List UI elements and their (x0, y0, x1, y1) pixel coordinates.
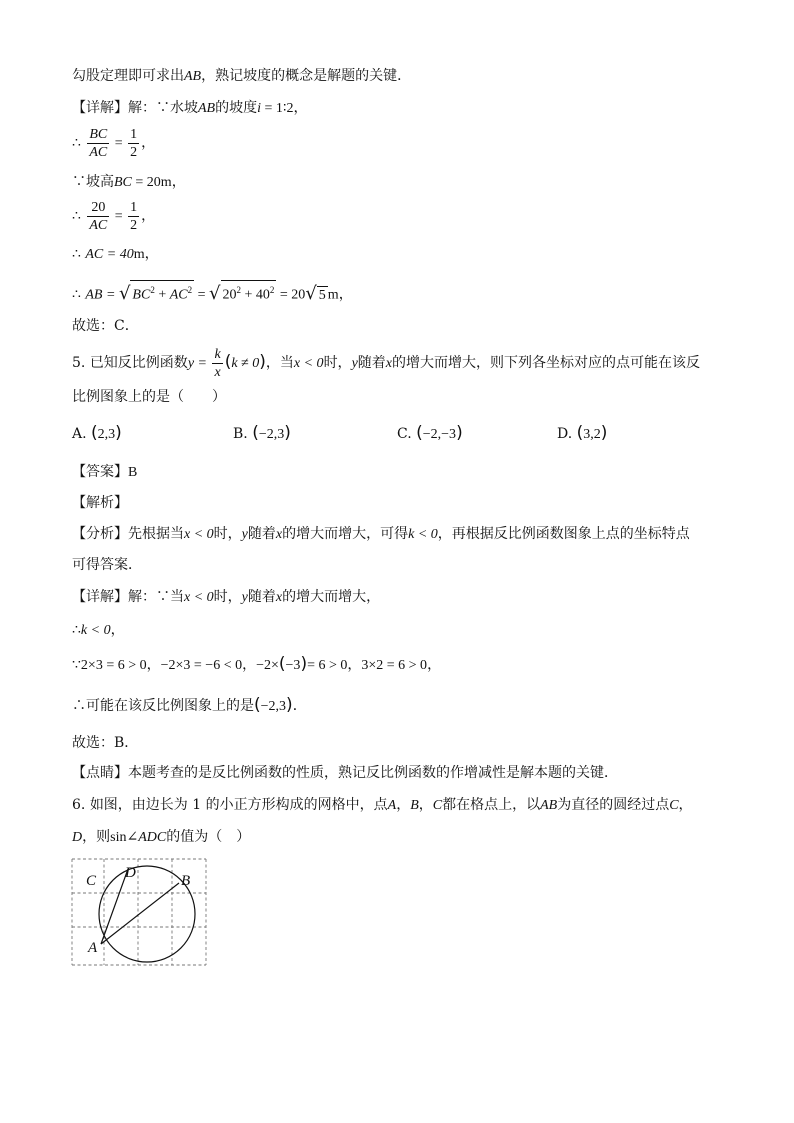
text: 已知反比例函数 (89, 355, 188, 371)
geometry-figure (70, 856, 210, 970)
text: 时， (323, 355, 352, 371)
math-ab: AB = (85, 287, 119, 303)
segment-ab (101, 883, 179, 944)
text: ， (141, 135, 156, 151)
option-a[interactable]: A. (2,3) (72, 423, 122, 443)
radicand: $BC^2 + AC^2$ (130, 280, 194, 305)
text: 随着 (357, 355, 386, 371)
radicand: 5 (318, 287, 326, 303)
equals: = (111, 209, 127, 224)
math-ab: AB (198, 101, 216, 116)
question-number: 5. (72, 355, 86, 371)
text: ∵坡高 (72, 174, 114, 190)
text-line (72, 98, 308, 119)
text-line (72, 316, 139, 336)
fraction: $\frac{1}{2}$ (130, 199, 138, 233)
text-line: D，则sin∠ADC的值为（ ） (72, 829, 251, 845)
math-ratio: = 1∶2 (261, 101, 294, 116)
formula-line: ∵2×3 = 6 > 0，−2×3 = −6 < 0，−2×(−3)= 6 > 0，3×2 = 6 > 0， (72, 654, 442, 674)
formula-line: ∴ AB = √ $BC^2 + AC^2$ = √ $20^2 + 40^2 = 20√$ 5 m， (72, 280, 353, 308)
therefore-symbol: ∴ (72, 622, 81, 638)
therefore-symbol: ∴ (72, 286, 81, 303)
text: 比例图象上的是（ ） (72, 389, 226, 405)
question-number: 6. (72, 797, 86, 813)
unit: m (327, 287, 339, 303)
option-b[interactable]: B. (−2,3) (233, 423, 291, 443)
math-x: x (385, 356, 392, 371)
math-i: i (257, 101, 261, 116)
formula-line (72, 197, 155, 236)
text: 故选：C． (72, 318, 139, 334)
answer-tag: 【答案】 (72, 464, 128, 480)
unit: m (133, 247, 145, 262)
math-bc: BC (114, 175, 132, 190)
fraction: $\frac{k}{x}$ (214, 346, 221, 380)
math-y: y = (187, 356, 211, 371)
text-line: ∴可能在该反比例图象上的是(−2,3)． (72, 695, 307, 715)
label-d: D (125, 865, 136, 881)
radical-sign: √ (209, 282, 221, 304)
text-line: 故选：B． (72, 735, 139, 751)
math-ab: AB (184, 69, 202, 84)
math-condition: k ≠ 0 (231, 356, 260, 371)
fraction: $\frac{20}{AC}$ (89, 199, 108, 233)
text: 勾股定理即可求出 (72, 68, 184, 84)
fraction: $\frac{BC}{AC}$ (89, 126, 108, 160)
radical-sign: √ (305, 282, 317, 304)
text-line: 【详解】解：∵当x < 0时，y随着x的增大而增大， (72, 589, 381, 605)
text: ， (141, 208, 156, 224)
label-a: A (88, 940, 98, 956)
formula-line (72, 244, 159, 265)
math-y: y (351, 356, 358, 371)
text-line: 【分析】先根据当x < 0时，y随着x的增大而增大，可得k < 0，再根据反比例函数图象上点的坐标特点 (72, 526, 690, 542)
text: ， (338, 286, 353, 303)
therefore-symbol: ∴ (72, 246, 81, 262)
text: ， (293, 100, 308, 116)
math-ac: AC = 40 (85, 247, 134, 262)
analysis-tag: 【解析】 (72, 495, 128, 511)
section-tag: 【详解】 (72, 589, 128, 605)
option-c[interactable]: C. (−2,−3) (397, 423, 463, 443)
text: ， (144, 246, 159, 262)
text-line (72, 387, 226, 407)
text: ， (171, 174, 186, 190)
section-tag: 【详解】 (72, 100, 128, 116)
answer-value: B (128, 465, 138, 480)
radical-sign: √ (118, 282, 131, 304)
section-tag: 【分析】 (72, 526, 128, 542)
equals: = (111, 136, 127, 151)
text-line (72, 172, 186, 193)
label-c: C (86, 873, 97, 889)
option-d[interactable]: D. (3,2) (557, 423, 608, 443)
therefore-symbol: ∴ (72, 135, 81, 151)
section-tag: 【点睛】 (72, 765, 128, 781)
formula-line (72, 124, 155, 163)
text-line: 【点睛】本题考查的是反比例函数的性质，熟记反比例函数的作增减性是解本题的关键． (72, 765, 618, 781)
analysis-line (72, 493, 128, 513)
math-value: = 20 (131, 175, 161, 190)
therefore-symbol: ∴ (72, 208, 81, 224)
text: 的坡度 (215, 100, 258, 116)
text-line: 可得答案． (72, 557, 142, 573)
label-b: B (181, 873, 191, 889)
text: ，熟记坡度的概念是解题的关键． (201, 68, 412, 84)
question-5: 5. 已知反比例函数y = $\frac{k}{x}$ (k ≠ 0)，当x < 0时，y随着x的增大而增大，则下列各坐标对应的点可能在该反 (72, 346, 700, 380)
text: ，当 (265, 355, 294, 371)
formula-line: ∴k < 0， (72, 622, 125, 638)
question-6: 6. 如图，由边长为 1 的小正方形构成的网格中，点A，B，C都在格点上，以AB为直径的圆经过点C， (72, 797, 693, 813)
text: 的增大而增大，则下列各坐标对应的点可能在该反 (392, 355, 700, 371)
math-x-lt-0: x < 0 (293, 356, 324, 371)
answer-line (72, 462, 137, 483)
radicand: $20^2 + 40^2$ (221, 280, 277, 305)
fraction: $\frac{1}{2}$ (130, 126, 138, 160)
unit: m (160, 175, 172, 190)
text: 解：∵水坡 (128, 100, 198, 116)
text-line (72, 66, 411, 87)
